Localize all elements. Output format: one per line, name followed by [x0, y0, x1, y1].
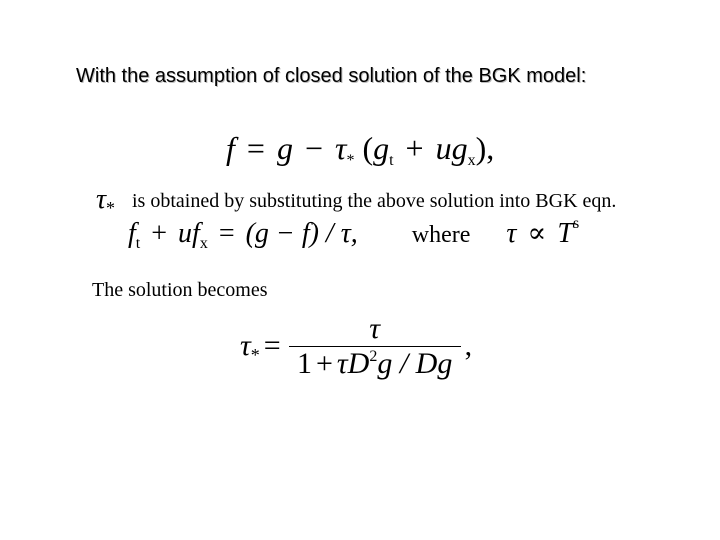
bgk-f-x: f [192, 218, 200, 249]
eq-tau-star: * [346, 152, 355, 169]
result-den-plus: + [316, 346, 333, 380]
result-lhs-tau: τ [240, 329, 251, 362]
bgk-sup-s: s [572, 215, 580, 232]
closed-solution-equation [226, 128, 494, 168]
bgk-T: T [557, 218, 573, 249]
result-lhs-star: * [250, 345, 260, 365]
result-den-rest: g / Dg [377, 346, 453, 380]
eq-tau: τ [334, 130, 347, 166]
eq-g-t: g [373, 130, 390, 166]
eq-sub-x: x [467, 152, 476, 169]
result-denominator [291, 347, 458, 381]
eq-rparen: ), [475, 130, 495, 166]
eq-g: g [276, 130, 293, 166]
bgk-equation [128, 216, 579, 253]
bgk-plus: + [151, 218, 168, 249]
eq-plus: + [405, 130, 424, 166]
result-numerator [359, 312, 390, 346]
obtain-text: is obtained by substituting the above solution into BGK eqn. [132, 190, 617, 212]
result-den-sq: 2 [369, 347, 378, 365]
bgk-equals: = [218, 218, 235, 249]
result-den-tau: τ [336, 346, 348, 380]
result-equation [240, 308, 472, 384]
bgk-f-t: f [128, 218, 136, 249]
result-den-one: 1 [297, 346, 312, 380]
eq-g-x: g [451, 130, 468, 166]
result-lhs [240, 328, 260, 364]
tau-star-tau: τ [96, 184, 107, 215]
bgk-rhs: (g − f) / τ, [245, 218, 358, 249]
bgk-sub-x: x [199, 235, 208, 252]
result-den-D: D [347, 346, 370, 380]
eq-u: u [435, 130, 452, 166]
bgk-propto: ∝ [527, 218, 547, 249]
eq-f: f [226, 130, 235, 166]
result-equals: = [263, 329, 281, 362]
solution-text: The solution becomes [92, 279, 268, 301]
result-num-tau: τ [369, 311, 381, 345]
result-fraction [289, 312, 461, 381]
tau-star-symbol [96, 182, 115, 218]
bgk-where: where [411, 222, 471, 248]
tau-star-sub: * [106, 198, 116, 218]
bgk-tau: τ [506, 218, 517, 249]
bgk-u: u [178, 218, 193, 249]
bgk-sub-t: t [135, 235, 141, 252]
result-trailing-comma: , [464, 329, 473, 362]
slide-heading: With the assumption of closed solution of the BGK model: [76, 65, 587, 87]
eq-sub-t: t [389, 152, 394, 169]
eq-equals: = [246, 130, 265, 166]
eq-lparen: ( [362, 130, 374, 166]
eq-minus: − [304, 130, 323, 166]
